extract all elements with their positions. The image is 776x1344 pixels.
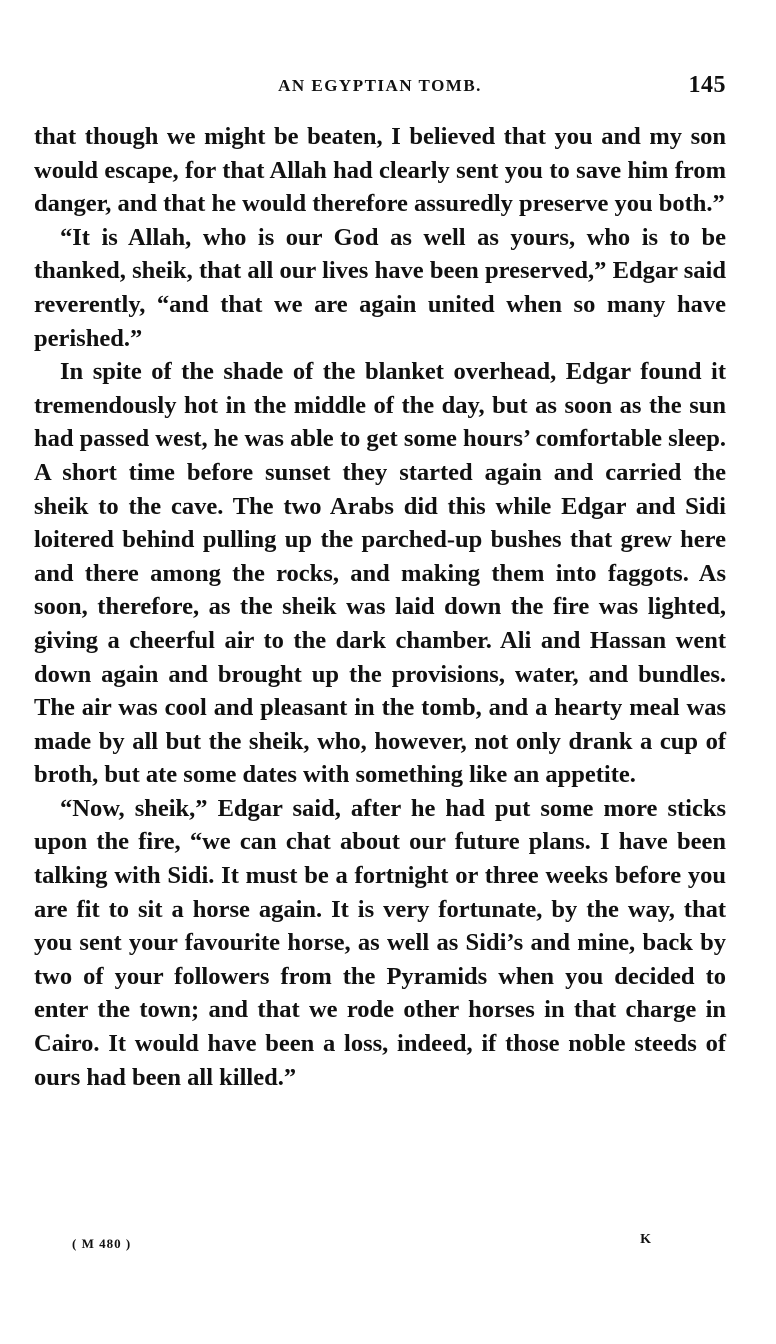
paragraph-future-plans: “Now, sheik,” Edgar said, after he had put some more sticks upon the fire, “we can chat about our future plans. I have been talking with Sidi. It must be a fortnight or three weeks before you are fit to sit a horse again. It is very fortunate, by the way, that you sent your favourite horse, as well as Sidi’s and mine, back by two of your followers from the Pyramids when you decided to enter the town; and that we rode other horses in that charge in Cairo. It would have been a loss, indeed, if those noble steeds of ours had been all killed.” (34, 794, 726, 1091)
paragraph-edgar-reply: “It is Allah, who is our God as well as yours, who is to be thanked, sheik, that all our lives have been preserved,” Edgar said reverently, “and that we are again united when so many have perished.” (34, 223, 726, 352)
page-footer (34, 1232, 726, 1260)
body-text (34, 120, 726, 1094)
paragraph-continuation: that though we might be beaten, I believed that you and my son would escape, for that Allah had clearly sent you to save him from danger, and that he would therefore assuredly preserve you both.” (34, 123, 726, 218)
page-number: 145 (688, 72, 726, 98)
paragraph-narrative: In spite of the shade of the blanket overhead, Edgar found it tremendously hot in the middle of the day, but as soon as the sun had passed west, he was able to get some hours’ comfortable sleep. A short time before sunset they started again and carried the sheik to the cave. The two Arabs did this while Edgar and Sidi loitered behind pulling up the parched-up bushes that grew here and there among the rocks, and making them into faggots. As soon, therefore, as the sheik was laid down the fire was lighted, giving a cheerful air to the dark chamber. Ali and Hassan went down again and brought up the provisions, water, and bundles. The air was cool and pleasant in the tomb, and a hearty meal was made by all but the sheik, who, however, not only drank a cup of broth, but ate some dates with something like an appetite. (34, 358, 726, 789)
page-header (34, 72, 726, 106)
running-title: AN EGYPTIAN TOMB. (278, 76, 482, 95)
gathering-mark: K (640, 1232, 651, 1247)
printer-signature: ( M 480 ) (72, 1236, 132, 1251)
